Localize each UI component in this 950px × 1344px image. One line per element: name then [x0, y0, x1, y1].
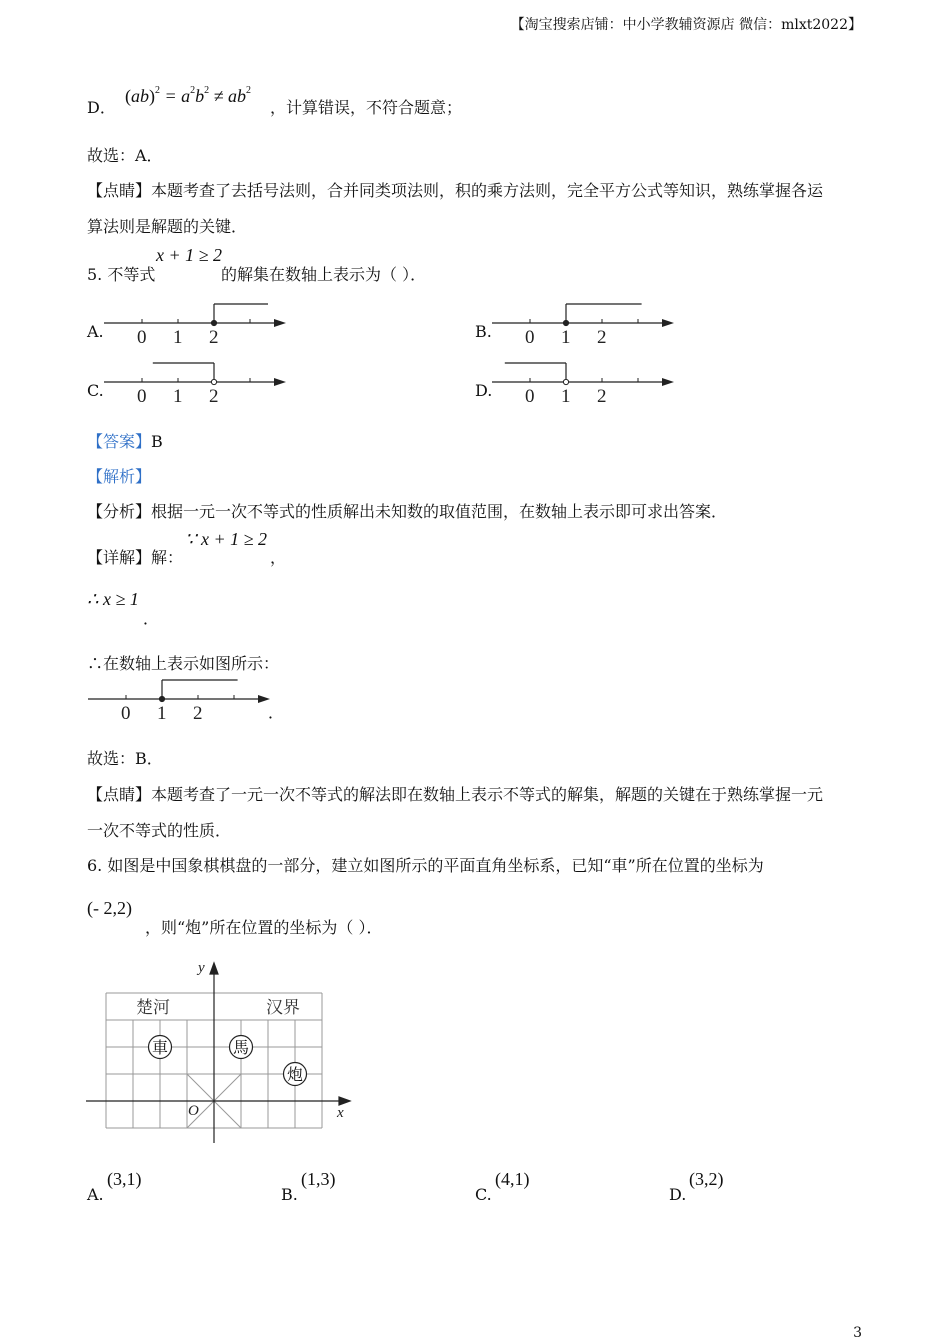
chess-board-figure	[84, 955, 359, 1150]
q5-choose: 故选：B．	[87, 749, 163, 768]
endpoint-dot	[211, 379, 216, 384]
q5-show-text: ∴在数轴上表示如图所示：	[87, 654, 280, 673]
q6-option-d-label: D.	[669, 1185, 687, 1204]
q6-option-b-value: (1,3)	[301, 1169, 336, 1189]
x-axis-arrow	[339, 1097, 350, 1105]
q4-choose: 故选：A．	[87, 146, 163, 165]
x-axis-label: x	[337, 1105, 344, 1121]
page-header: 【淘宝搜索店铺：中小学教辅资源店 微信：mlxt2022】	[510, 17, 862, 33]
q5-option-c-axis	[100, 355, 290, 411]
q5-stem-math: x + 1 ≥ 2	[156, 245, 223, 265]
endpoint-dot	[159, 696, 164, 701]
chess-piece-label: 車	[151, 1040, 169, 1057]
q6-stem-line1: 6. 如图是中国象棋棋盘的一部分，建立如图所示的平面直角坐标系，已知“車”所在位置的坐标为	[87, 856, 764, 875]
q5-answer	[87, 429, 163, 452]
q5-solution-axis	[84, 672, 274, 728]
q6-option-c-value: (4,1)	[495, 1169, 530, 1189]
q6-stem-line2: ，则“炮”所在位置的坐标为（ ）．	[145, 918, 383, 937]
q6-option-c-label: C.	[475, 1185, 492, 1204]
q4-option-d-text: ，计算错误，不符合题意；	[270, 98, 463, 117]
q5-after-axis: ．	[268, 703, 285, 722]
q5-option-d-axis	[488, 355, 678, 411]
arrow-head	[274, 378, 286, 386]
endpoint-dot	[211, 320, 216, 325]
q5-answer-value: B	[151, 432, 163, 451]
q6-option-a-label: A.	[87, 1185, 104, 1204]
q4-comment-line2: 算法则是解题的关键．	[87, 217, 248, 236]
q5-comment-line2: 一次不等式的性质．	[87, 821, 232, 840]
q5-comment-line1: 【点睛】本题考查了一元一次不等式的解法即在数轴上表示不等式的解集，解题的关键在于熟练掌握一元	[87, 785, 824, 804]
q5-answer-label: 【答案】	[87, 432, 152, 451]
tick-label: 1	[173, 386, 183, 407]
q5-option-d-label: D.	[475, 381, 493, 400]
river-left-text: 楚河	[136, 998, 170, 1017]
q6-option-b-label: B.	[281, 1185, 298, 1204]
q5-detail-suffix: ，	[270, 548, 287, 567]
tick-label: 2	[193, 703, 203, 724]
tick-label: 0	[137, 327, 147, 348]
q5-stem-prefix: 5. 不等式	[87, 265, 156, 284]
tick-label: 2	[597, 327, 607, 348]
q5-option-b-label: B.	[475, 322, 492, 341]
tick-label: 2	[597, 386, 607, 407]
page-number: 3	[853, 1325, 862, 1341]
q5-detail-prefix: 【详解】解：	[87, 548, 184, 567]
y-axis-arrow	[210, 963, 218, 974]
river-right-text: 汉界	[266, 998, 300, 1017]
q4-option-d-label: D．	[87, 98, 116, 117]
tick-label: 1	[157, 703, 167, 724]
endpoint-dot	[563, 320, 568, 325]
q5-stem-suffix: 的解集在数轴上表示为（ ）．	[221, 265, 427, 284]
q5-result-math: ∴ x ≥ 1	[87, 589, 139, 609]
q4-option-d-math: $(ab)^2 = a^2b^2 \ne ab^2$	[125, 85, 252, 106]
q5-option-a-label: A.	[87, 322, 104, 341]
tick-label: 0	[525, 327, 535, 348]
tick-label: 2	[209, 327, 219, 348]
q5-option-b-axis	[488, 296, 678, 352]
q5-option-a-axis	[100, 296, 290, 352]
arrow-head	[662, 378, 674, 386]
q4-comment-line1: 【点睛】本题考查了去括号法则，合并同类项法则，积的乘方法则，完全平方公式等知识，熟练掌握各运	[87, 181, 824, 200]
q5-analysis-text: 【分析】根据一元一次不等式的性质解出未知数的取值范围，在数轴上表示即可求出答案．	[87, 502, 728, 521]
origin-label: O	[188, 1103, 199, 1119]
chess-piece-label: 炮	[286, 1067, 304, 1084]
tick-label: 0	[137, 386, 147, 407]
tick-label: 1	[561, 327, 571, 348]
q5-option-c-label: C.	[87, 381, 104, 400]
q5-analysis-label: 【解析】	[87, 467, 152, 486]
endpoint-dot	[563, 379, 568, 384]
q6-stem-coord: (- 2,2)	[87, 898, 132, 918]
arrow-head	[274, 319, 286, 327]
tick-label: 0	[525, 386, 535, 407]
y-axis-label: y	[198, 960, 205, 976]
q5-result-suffix: ．	[143, 609, 160, 628]
tick-label: 2	[209, 386, 219, 407]
arrow-head	[662, 319, 674, 327]
tick-label: 1	[173, 327, 183, 348]
q6-option-d-value: (3,2)	[689, 1169, 724, 1189]
tick-label: 1	[561, 386, 571, 407]
q5-detail-math: ∵ x + 1 ≥ 2	[185, 529, 267, 549]
tick-label: 0	[121, 703, 131, 724]
chess-piece-label: 馬	[232, 1040, 250, 1057]
q6-option-a-value: (3,1)	[107, 1169, 142, 1189]
